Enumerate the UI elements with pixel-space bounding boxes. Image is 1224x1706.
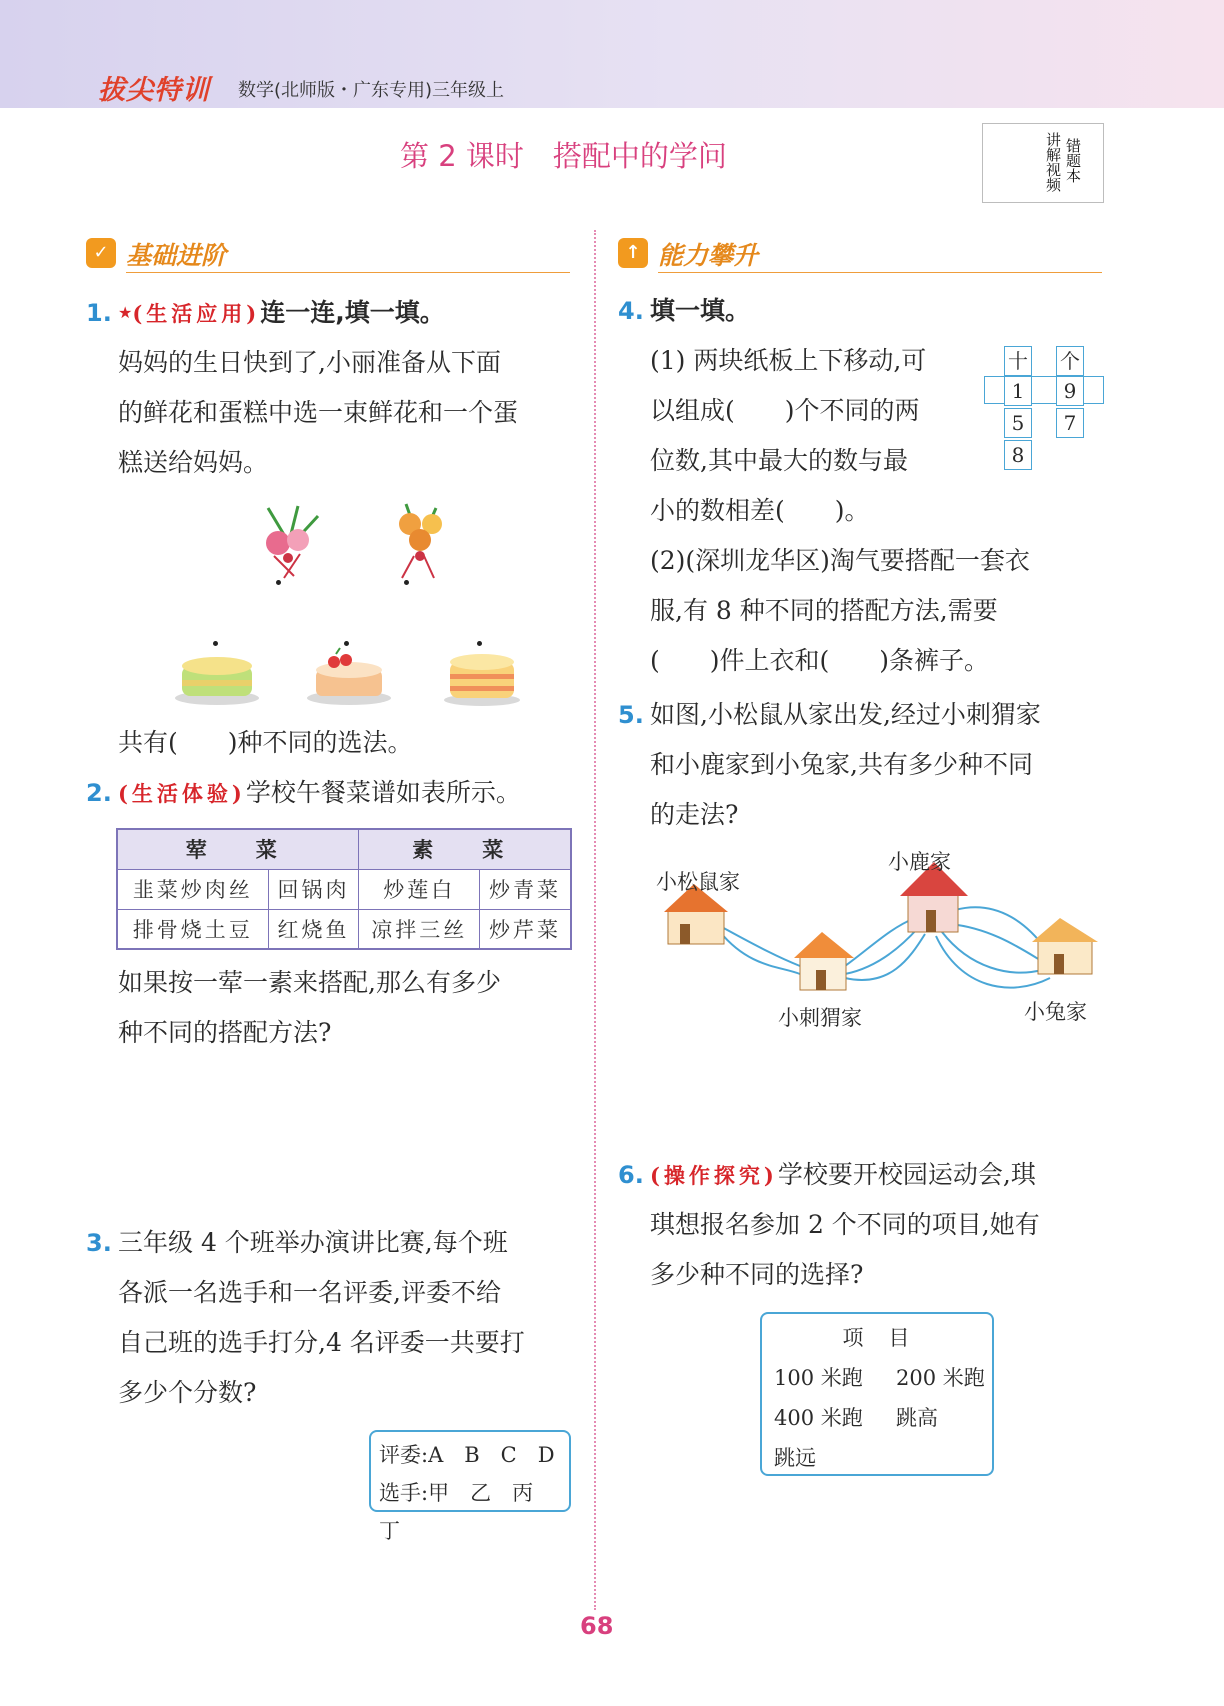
q3-line: 各派一名选手和一名评委,评委不给 — [118, 1278, 501, 1307]
table-cell: 回锅肉 — [268, 869, 359, 909]
lesson-title: 第 2 课时 搭配中的学问 — [400, 139, 727, 173]
brand-logo: 拔尖特训 — [98, 75, 210, 106]
flower-bouquet-1 — [248, 498, 338, 588]
connect-dot[interactable] — [213, 641, 218, 646]
q4-line: 位数,其中最大的数与最 — [650, 446, 908, 475]
table-cell: 排骨烧土豆 — [117, 909, 268, 949]
q4-number: 4. — [618, 297, 644, 325]
table-cell: 凉拌三丝 — [359, 909, 480, 949]
q2-tag: (生活体验) — [118, 781, 246, 806]
table-cell: 炒青菜 — [480, 869, 571, 909]
section-underline — [658, 272, 1102, 273]
tens-label: 十 — [1004, 346, 1032, 376]
event-item: 100 米跑 — [774, 1366, 863, 1390]
header-meat: 荤 菜 — [117, 829, 359, 869]
q4-title: 填一填。 — [650, 296, 751, 325]
label-hedgehog-house: 小刺猬家 — [778, 1006, 862, 1030]
header-veg: 素 菜 — [359, 829, 571, 869]
section-basic-title: 基础进阶 — [126, 241, 227, 270]
ones-digit[interactable]: 9 — [1056, 376, 1084, 406]
cake-2 — [306, 646, 392, 706]
rabbit-house — [1032, 918, 1098, 974]
q6-line: 琪想报名参加 2 个不同的项目,她有 — [650, 1210, 1040, 1239]
q3-line: 多少个分数? — [118, 1378, 257, 1407]
label-deer-house: 小鹿家 — [888, 850, 951, 874]
event-item: 200 米跑 — [896, 1366, 985, 1390]
q1-number: 1. — [86, 299, 112, 327]
tens-digit[interactable]: 5 — [1004, 408, 1032, 438]
cake-1 — [174, 650, 260, 706]
connect-dot[interactable] — [404, 580, 409, 585]
flower-bouquet-2 — [376, 498, 466, 588]
q5-number: 5. — [618, 701, 644, 729]
q1-line: 妈妈的生日快到了,小丽准备从下面 — [118, 348, 501, 377]
q4-line: 以组成( )个不同的两 — [650, 396, 920, 425]
q6-line: 多少种不同的选择? — [650, 1260, 864, 1289]
hedgehog-house — [794, 932, 854, 990]
tens-digit[interactable]: 1 — [1004, 376, 1032, 406]
section-basic — [86, 234, 570, 274]
table-cell: 炒莲白 — [359, 869, 480, 909]
climber-icon: ↑ — [618, 238, 648, 268]
q4-line: 服,有 8 种不同的搭配方法,需要 — [650, 596, 998, 625]
ones-digit[interactable]: 7 — [1056, 408, 1084, 438]
q6-tag: (操作探究) — [650, 1163, 778, 1188]
q1-line: 的鲜花和蛋糕中选一束鲜花和一个蛋 — [118, 398, 519, 427]
runner-icon: ✓ — [86, 238, 116, 268]
column-divider — [594, 230, 596, 1610]
q4-line: (2)(深圳龙华区)淘气要搭配一套衣 — [650, 546, 1030, 575]
q3-number: 3. — [86, 1229, 112, 1257]
section-advanced — [618, 234, 1102, 274]
q1-tag: (生活应用) — [132, 301, 261, 326]
q4-line: 小的数相差( )。 — [650, 496, 870, 525]
q6-line-first: 学校要开校园运动会,琪 — [777, 1160, 1036, 1189]
page-number: 68 — [580, 1612, 614, 1640]
q4-line: ( )件上衣和( )条裤子。 — [650, 646, 990, 675]
q1-line: 糕送给妈妈。 — [118, 448, 269, 477]
event-item: 跳远 — [774, 1446, 816, 1470]
card-band — [984, 376, 1104, 404]
q1-answer: 共有( )种不同的选法。 — [118, 728, 413, 757]
event-item: 跳高 — [896, 1406, 938, 1430]
tens-digit[interactable]: 8 — [1004, 440, 1032, 470]
table-cell: 炒芹菜 — [480, 909, 571, 949]
qr-label-errors: 错题本 — [1064, 138, 1082, 183]
players-row: 选手:甲 乙 丙 丁 — [379, 1481, 555, 1543]
section-underline — [126, 272, 570, 273]
table-row — [117, 909, 571, 949]
q3-line: 自己班的选手打分,4 名评委一共要打 — [118, 1328, 525, 1357]
ones-label: 个 — [1056, 346, 1084, 376]
q6-title — [650, 1150, 1036, 1201]
judges-row: 评委:A B C D — [379, 1443, 555, 1467]
menu-table — [116, 828, 572, 950]
q3-line: 三年级 4 个班举办演讲比赛,每个班 — [118, 1228, 508, 1257]
judges-players-box — [369, 1430, 571, 1543]
q2-title — [118, 768, 521, 819]
q5-line: 的走法? — [650, 800, 739, 829]
video-qr-box[interactable] — [982, 123, 1104, 203]
connect-dot[interactable] — [276, 580, 281, 585]
q5-line: 和小鹿家到小兔家,共有多少种不同 — [650, 750, 1033, 779]
star-icon: ★ — [118, 303, 133, 322]
table-header-row — [117, 829, 571, 869]
q2-number: 2. — [86, 779, 112, 807]
events-title: 项 目 — [842, 1326, 912, 1350]
label-squirrel-house: 小松鼠家 — [656, 870, 740, 894]
q2-title-text: 学校午餐菜谱如表所示。 — [245, 778, 521, 807]
q2-line: 种不同的搭配方法? — [118, 1018, 332, 1047]
q1-title-text: 连一连,填一填。 — [260, 298, 445, 327]
qr-label-video: 讲解视频 — [1044, 132, 1062, 192]
q6-number: 6. — [618, 1161, 644, 1189]
q4-line: (1) 两块纸板上下移动,可 — [650, 346, 927, 375]
table-cell: 韭菜炒肉丝 — [117, 869, 268, 909]
q5-line: 如图,小松鼠从家出发,经过小刺猬家 — [650, 700, 1041, 729]
table-row — [117, 869, 571, 909]
table-cell: 红烧鱼 — [268, 909, 359, 949]
book-subtitle: 数学(北师版・广东专用)三年级上 — [238, 80, 505, 101]
label-rabbit-house: 小兔家 — [1024, 1000, 1087, 1024]
events-box — [760, 1312, 994, 1476]
section-advanced-title: 能力攀升 — [658, 241, 759, 270]
q2-line: 如果按一荤一素来搭配,那么有多少 — [118, 968, 501, 997]
q1-title — [118, 288, 445, 339]
cake-3 — [442, 646, 522, 708]
event-item: 400 米跑 — [774, 1406, 863, 1430]
